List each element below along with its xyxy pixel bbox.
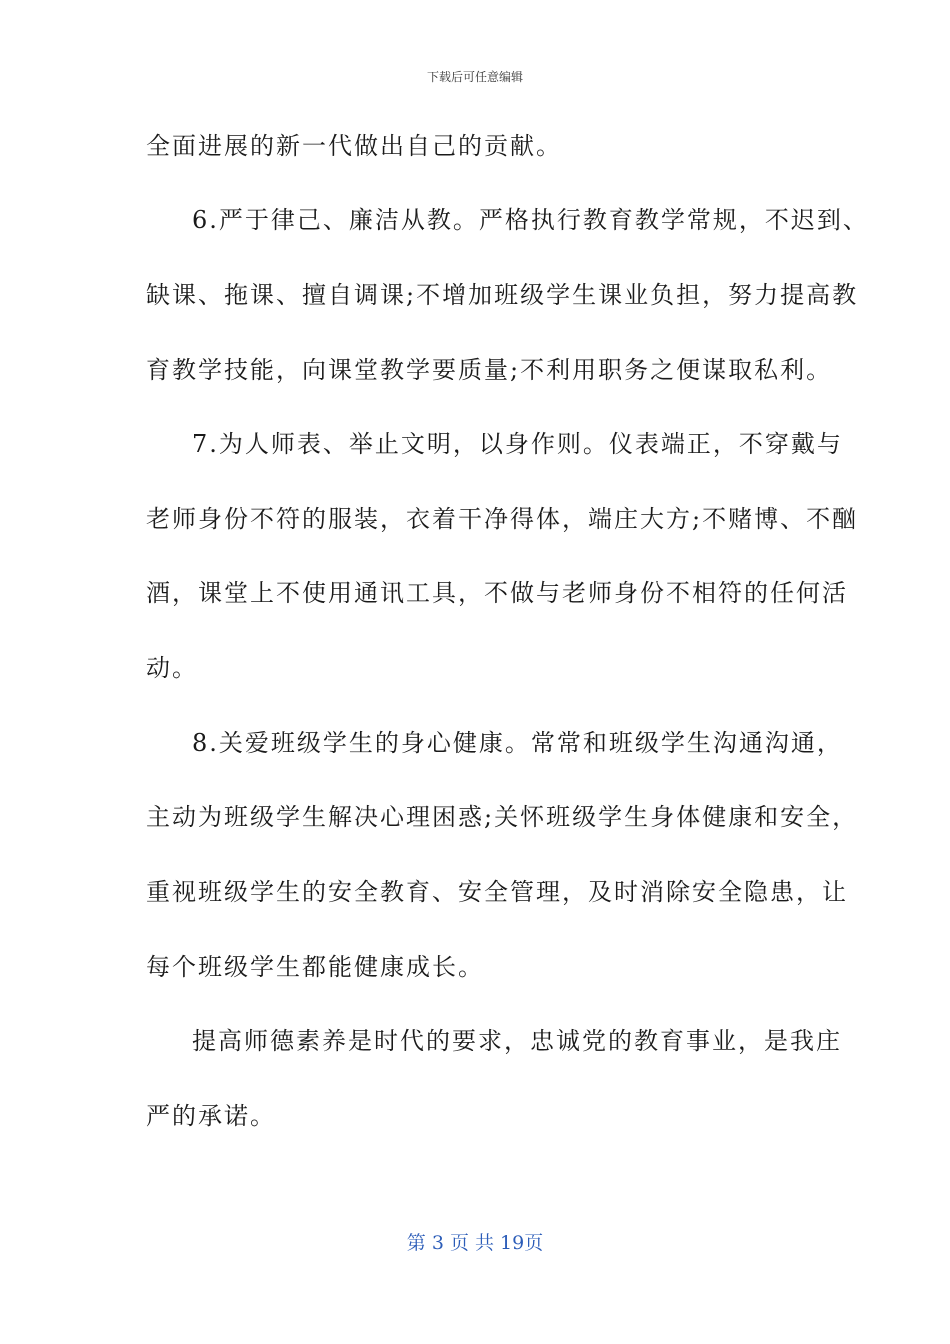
body-line: 提高师德素养是时代的要求，忠诚党的教育事业，是我庄 bbox=[192, 1027, 842, 1055]
body-line: 育教学技能，向课堂教学要质量;不利用职务之便谋取私利。 bbox=[146, 356, 833, 384]
body-line: 主动为班级学生解决心理困惑;关怀班级学生身体健康和安全， bbox=[146, 803, 859, 831]
body-line: 8.关爱班级学生的身心健康。常常和班级学生沟通沟通， bbox=[192, 729, 843, 757]
body-line: 6.严于律己、廉洁从教。严格执行教育教学常规，不迟到、 bbox=[192, 206, 869, 234]
body-line: 老师身份不符的服装，衣着干净得体，端庄大方;不赌博、不酗 bbox=[146, 505, 859, 533]
body-line: 酒，课堂上不使用通讯工具，不做与老师身份不相符的任何活 bbox=[146, 579, 848, 607]
page-footer: 第 3 页 共 19页 bbox=[406, 1232, 544, 1254]
body-line: 7.为人师表、举止文明，以身作则。仪表端正，不穿戴与 bbox=[192, 430, 843, 458]
body-line: 每个班级学生都能健康成长。 bbox=[146, 953, 484, 981]
body-line: 严的承诺。 bbox=[146, 1102, 276, 1130]
page-header: 下载后可任意编辑 bbox=[426, 70, 523, 84]
body-line: 缺课、拖课、擅自调课;不增加班级学生课业负担，努力提高教 bbox=[146, 281, 859, 309]
body-line: 动。 bbox=[146, 654, 198, 682]
body-line: 重视班级学生的安全教育、安全管理，及时消除安全隐患，让 bbox=[146, 878, 848, 906]
body-line: 全面进展的新一代做出自己的贡献。 bbox=[146, 132, 562, 160]
